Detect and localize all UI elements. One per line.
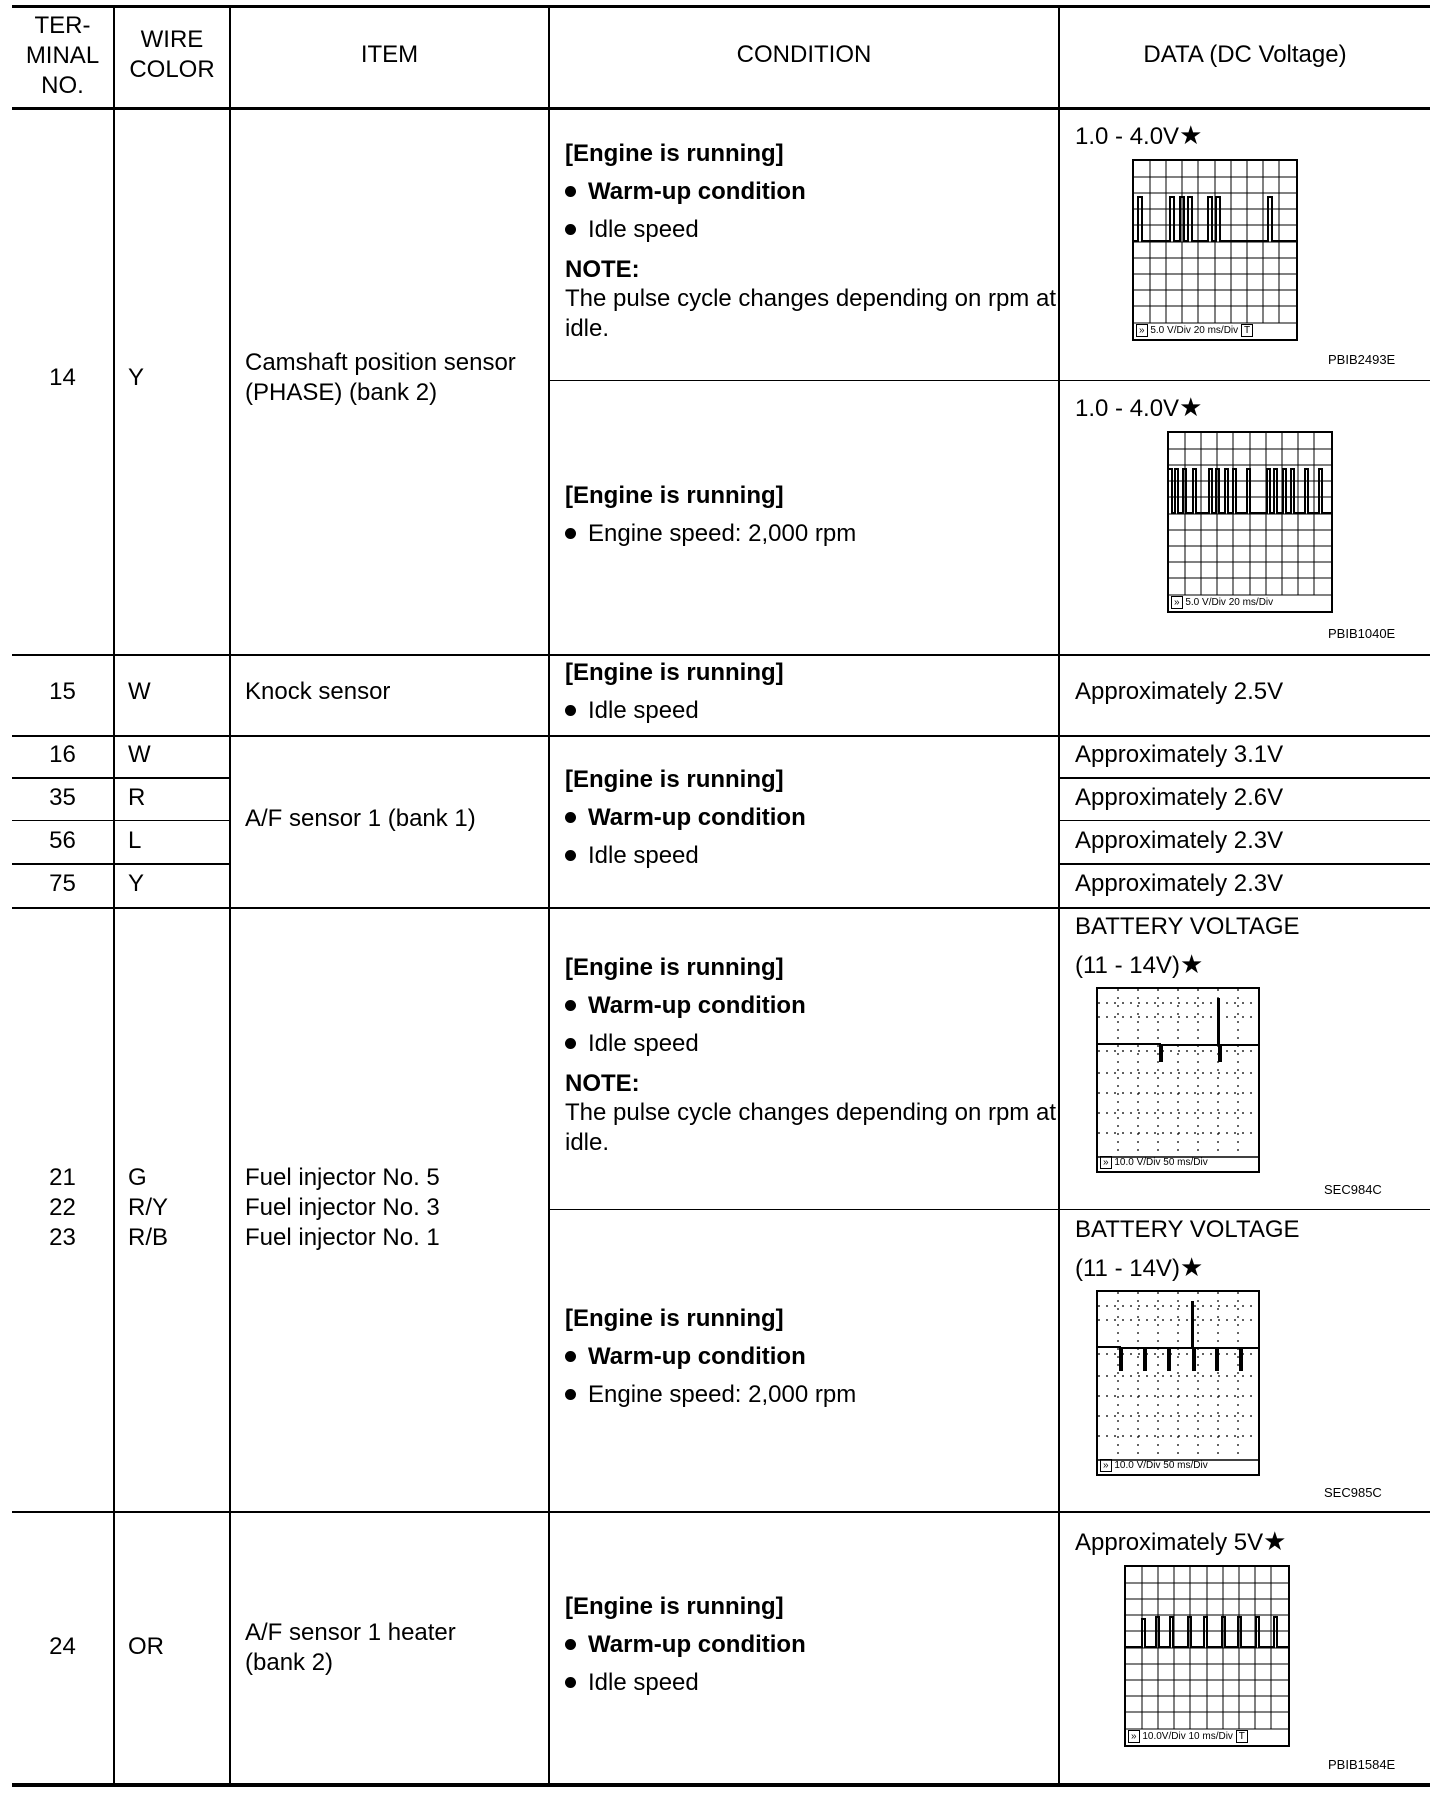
data-24-value: Approximately 5V★ [1075,1526,1287,1556]
cond-16-bullet-2: Idle speed [565,841,699,871]
wire-24: OR [128,1633,164,1660]
data-15: Approximately 2.5V [1075,678,1284,705]
cond-21a-note-head: NOTE: [565,1070,640,1097]
star-icon: ★ [1179,120,1203,150]
item-15: Knock sensor [245,678,391,705]
terminal-16: 16 [49,741,76,768]
col-rule-item [229,5,231,1787]
figure-ref-21b: SEC985C [1324,1485,1382,1500]
cond-14b-bullet-1: Engine speed: 2,000 rpm [565,519,856,549]
waveform-grid [1126,1567,1288,1745]
cond-14a-head: [Engine is running] [565,140,784,167]
table-top-rule [12,5,1430,8]
cond-divider-21 [550,1209,1430,1210]
table-bottom-rule [12,1783,1430,1787]
terminal-35: 35 [49,784,76,811]
scope-scale-14a: » 5.0 V/Div 20 ms/Div T [1136,324,1253,338]
star-icon: ★ [1179,949,1204,979]
row-rule-24 [12,1511,1430,1513]
data-16: Approximately 3.1V [1075,741,1284,768]
subrow-rule-75-right [1060,863,1430,865]
data-35: Approximately 2.6V [1075,784,1284,811]
wires-21-23: G R/Y R/B [128,1164,169,1251]
subrow-rule-56-right [1060,820,1430,821]
header-terminal: TER- MINAL NO. [25,12,100,99]
cond-14a-bullet-2: Idle speed [565,215,699,245]
cond-24-bullet-2: Idle speed [565,1668,699,1698]
figure-ref-24: PBIB1584E [1328,1757,1396,1772]
col-rule-data [1058,5,1060,1787]
header-bottom-rule [12,107,1430,110]
cond-divider-14 [550,380,1430,381]
oscilloscope-14a [1132,159,1298,341]
figure-ref-14a: PBIB2493E [1328,352,1396,367]
cond-24-bullet-1: Warm-up condition [565,1630,806,1660]
terminal-75: 75 [49,870,76,897]
star-icon: ★ [1179,1252,1204,1282]
waveform-grid [1098,989,1258,1171]
waveform-grid [1169,433,1331,611]
oscilloscope-14b [1167,431,1333,613]
row-rule-15 [12,654,1430,656]
terminal-14: 14 [49,364,76,391]
header-condition: CONDITION [736,41,872,68]
terminal-24: 24 [49,1633,76,1660]
row-rule-16 [12,735,1430,737]
cond-24-head: [Engine is running] [565,1593,784,1620]
terminals-21-23: 21 22 23 [49,1164,76,1251]
cond-16-bullet-1: Warm-up condition [565,803,806,833]
data-21b-value: (11 - 14V)★ [1075,1252,1204,1282]
data-14b-value: 1.0 - 4.0V★ [1075,392,1203,422]
cond-21a-bullet-2: Idle speed [565,1029,699,1059]
scope-scale-21a: » 10.0 V/Div 50 ms/Div [1100,1156,1208,1170]
cond-21b-head: [Engine is running] [565,1305,784,1332]
oscilloscope-21a [1096,987,1260,1173]
cond-15-bullet-1: Idle speed [565,696,699,726]
data-21a-label: BATTERY VOLTAGE [1075,913,1300,940]
item-16: A/F sensor 1 (bank 1) [245,805,476,832]
subrow-rule-35-left [12,777,230,779]
subrow-rule-35-right [1060,777,1430,779]
subrow-rule-56-left [12,820,230,821]
col-rule-wire [113,5,115,1787]
data-21a-value: (11 - 14V)★ [1075,949,1204,979]
terminal-15: 15 [49,678,76,705]
figure-ref-21a: SEC984C [1324,1182,1382,1197]
col-rule-condition [548,5,550,1787]
waveform-grid [1134,161,1296,339]
wire-56: L [128,827,142,854]
cond-14a-note-head: NOTE: [565,256,640,283]
wire-15: W [128,678,151,705]
wire-75: Y [128,870,145,897]
header-data: DATA (DC Voltage) [1143,41,1347,68]
data-75: Approximately 2.3V [1075,870,1284,897]
cond-14a-note: The pulse cycle changes depending on rpm at idle. [565,285,1056,342]
scope-scale-24: » 10.0V/Div 10 ms/Div T [1128,1730,1248,1744]
header-wire-color: WIRE COLOR [129,26,215,83]
scope-scale-21b: » 10.0 V/Div 50 ms/Div [1100,1459,1208,1473]
wire-35: R [128,784,146,811]
data-56: Approximately 2.3V [1075,827,1284,854]
data-21b-label: BATTERY VOLTAGE [1075,1216,1300,1243]
cond-14a-bullet-1: Warm-up condition [565,177,806,207]
terminal-56: 56 [49,827,76,854]
item-14: Camshaft position sensor (PHASE) (bank 2) [245,349,516,406]
cond-21a-note: The pulse cycle changes depending on rpm at idle. [565,1099,1056,1156]
oscilloscope-21b [1096,1290,1260,1476]
cond-21a-bullet-1: Warm-up condition [565,991,806,1021]
waveform-grid [1098,1292,1258,1474]
header-item: ITEM [360,41,419,68]
wire-16: W [128,741,151,768]
wire-14: Y [128,364,145,391]
row-rule-21 [12,907,1430,909]
star-icon: ★ [1263,1526,1287,1556]
data-14a-value: 1.0 - 4.0V★ [1075,120,1203,150]
items-21-23: Fuel injector No. 5 Fuel injector No. 3 Fuel injector No. 1 [245,1164,440,1251]
scope-scale-14b: » 5.0 V/Div 20 ms/Div [1171,596,1273,610]
cond-21a-head: [Engine is running] [565,954,784,981]
cond-16-head: [Engine is running] [565,766,784,793]
item-24: A/F sensor 1 heater (bank 2) [245,1619,456,1676]
cond-14b-head: [Engine is running] [565,482,784,509]
star-icon: ★ [1179,392,1203,422]
cond-15-head: [Engine is running] [565,659,784,686]
figure-ref-14b: PBIB1040E [1328,626,1396,641]
oscilloscope-24 [1124,1565,1290,1747]
cond-21b-bullet-2: Engine speed: 2,000 rpm [565,1380,856,1410]
cond-21b-bullet-1: Warm-up condition [565,1342,806,1372]
subrow-rule-75-left [12,863,230,865]
